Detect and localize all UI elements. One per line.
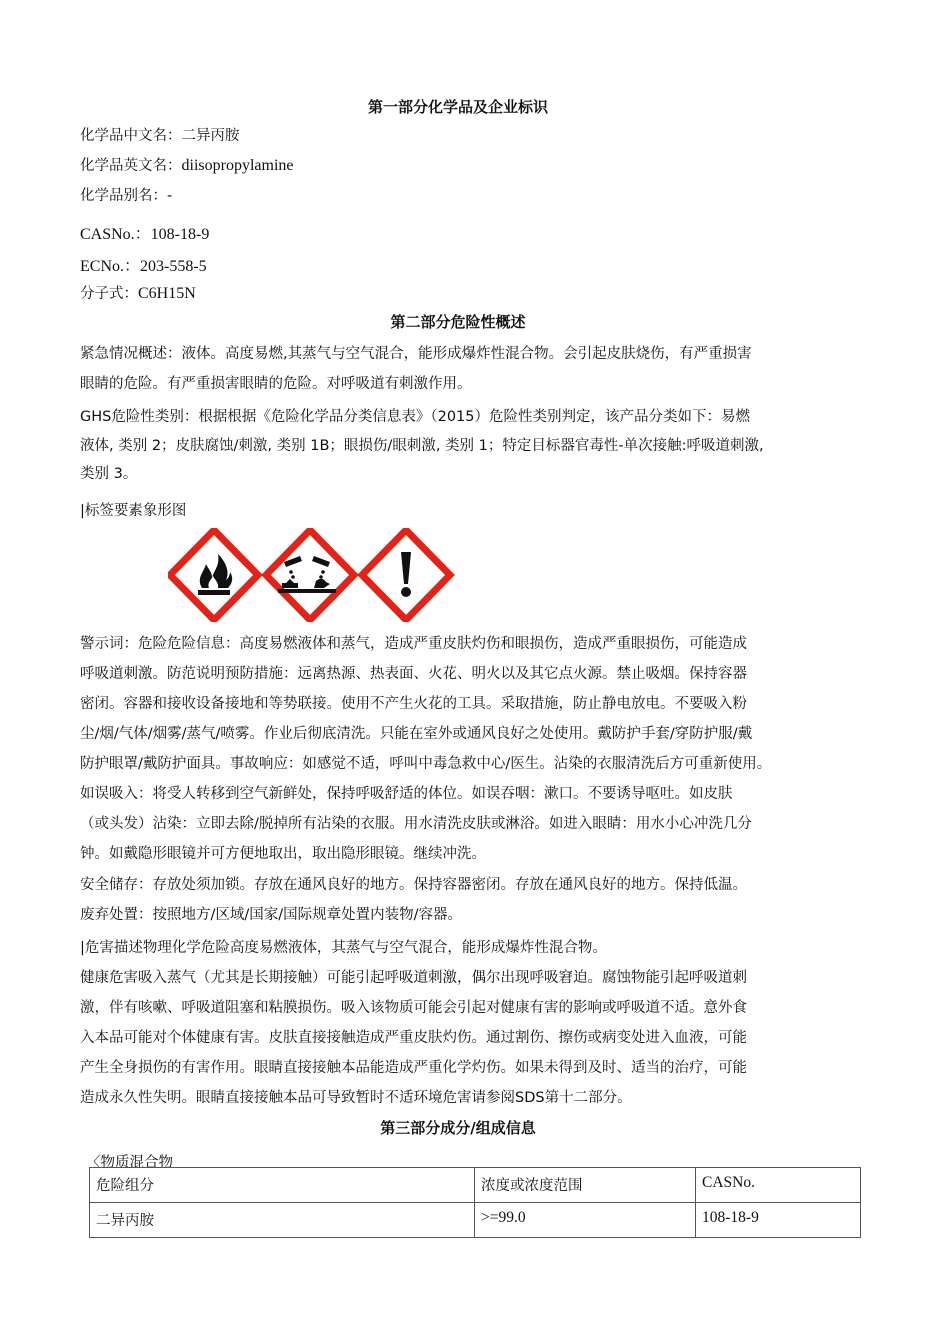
- chemical-name-en-value: diisopropylamine: [181, 157, 294, 174]
- hazard-line: 健康危害吸入蒸气（尤其是长期接触）可能引起呼吸道刺激，偶尔出现呼吸窘迫。腐蚀物能引起呼吸道刺: [80, 970, 747, 986]
- chemical-name-cn: 化学品中文名：二异丙胺: [80, 128, 240, 144]
- hazard-line: 激，伴有咳嗽、呼吸道阻塞和粘膜损伤。吸入该物质可能会引起对健康有害的影响或呼吸道不适。意外食: [80, 1000, 747, 1016]
- precaution-line: 呼吸道刺激。防范说明预防措施：远离热源、热表面、火花、明火以及其它点火源。禁止吸烟。保持容器: [80, 666, 747, 682]
- hazard-line: 造成永久性失明。眼睛直接接触本品可导致暂时不适环境危害请参阅SDS第十二部分。: [80, 1090, 632, 1106]
- hazard-line: 产生全身损伤的有害作用。眼睛直接接触本品能造成严重化学灼伤。如果未得到及时、适当的治疗，可能: [80, 1060, 747, 1076]
- hazard-line: |危害描述物理化学危险高度易燃液体，其蒸气与空气混合，能形成爆炸性混合物。: [80, 940, 607, 956]
- cell-concentration: >=99.0: [475, 1203, 696, 1238]
- emergency-line: 紧急情况概述：液体。高度易燃,其蒸气与空气混合，能形成爆炸性混合物。会引起皮肤烧伤，有严重损害: [80, 346, 752, 362]
- ghs-line: 液体, 类别 2；皮肤腐蚀/刺激, 类别 1B；眼损伤/眼刺激, 类别 1；特定目标器官毒性-单次接触:呼吸道刺激,: [80, 438, 764, 454]
- table-row: [90, 1203, 861, 1238]
- molecular-formula-value: C6H15N: [138, 285, 196, 302]
- header-cell-component: 危险组分: [90, 1168, 475, 1203]
- ghs-pictograms: [168, 528, 458, 622]
- section2-title: 第二部分危险性概述: [390, 313, 526, 331]
- cas-number: CASNo.：108-18-9: [80, 226, 210, 243]
- hazard-line: 入本品可能对个体健康有害。皮肤直接接触造成严重皮肤灼伤。通过割伤、擦伤或病变处进入血液，可能: [80, 1030, 747, 1046]
- storage-line: 安全储存：存放处须加锁。存放在通风良好的地方。保持容器密闭。存放在通风良好的地方。保持低温。: [80, 877, 747, 893]
- molecular-formula: [80, 282, 196, 303]
- emergency-line: 眼睛的危险。有严重损害眼睛的危险。对呼吸道有刺激作用。: [80, 376, 472, 392]
- exclamation-pictogram-icon: [362, 530, 450, 620]
- molecular-formula-label: 分子式：: [80, 286, 138, 302]
- cell-component: 二异丙胺: [90, 1203, 475, 1238]
- table-header-row: [90, 1168, 861, 1203]
- composition-table: [89, 1167, 861, 1238]
- precaution-line: （或头发）沾染：立即去除/脱掉所有沾染的衣服。用水清洗皮肤或淋浴。如进入眼睛：用水小心冲洗几分: [80, 816, 752, 832]
- precaution-line: 如误吸入：将受人转移到空气新鲜处，保持呼吸舒适的体位。如误吞咽：漱口。不要诱导呕吐。如皮肤: [80, 786, 733, 802]
- ghs-line: GHS危险性类别：根据根据《危险化学品分类信息表》（2015）危险性类别判定，该产品分类如下：易燃: [80, 409, 750, 425]
- label-elements-heading: |标签要素象形图: [80, 503, 187, 519]
- precaution-line: 尘/烟/气体/烟雾/蒸气/喷雾。作业后彻底清洗。只能在室外或通风良好之处使用。戴防护手套/穿防护服/戴: [80, 726, 753, 742]
- corrosion-pictogram-icon: [266, 530, 354, 620]
- substance-type: 〈物质混合物: [86, 1155, 173, 1171]
- header-cell-concentration: 浓度或浓度范围: [475, 1168, 696, 1203]
- chemical-alias: 化学品别名：-: [80, 188, 173, 204]
- header-cell-cas: CASNo.: [696, 1168, 861, 1203]
- ec-number: ECNo.：203-558-5: [80, 258, 207, 275]
- cell-cas: 108-18-9: [696, 1203, 861, 1238]
- section3-title: 第三部分成分/组成信息: [380, 1119, 536, 1137]
- chemical-name-en-label: 化学品英文名：: [80, 158, 182, 174]
- flame-pictogram-icon: [170, 530, 258, 620]
- ghs-line: 类别 3。: [80, 466, 138, 482]
- section1-title: 第一部分化学品及企业标识: [367, 98, 548, 116]
- precaution-line: 防护眼罩/戴防护面具。事故响应：如感觉不适，呼叫中毒急救中心/医生。沾染的衣服清洗后方可重新使用。: [80, 756, 772, 772]
- chemical-name-en: [80, 154, 293, 175]
- disposal-line: 废弃处置：按照地方/区域/国家/国际规章处置内装物/容器。: [80, 907, 463, 923]
- pictogram-row: [168, 528, 458, 622]
- precaution-line: 钟。如戴隐形眼镜并可方便地取出，取出隐形眼镜。继续冲洗。: [80, 846, 486, 862]
- precaution-line: 密闭。容器和接收设备接地和等势联接。使用不产生火花的工具。采取措施，防止静电放电。不要吸入粉: [80, 696, 747, 712]
- precaution-line: 警示词：危险危险信息：高度易燃液体和蒸气，造成严重皮肤灼伤和眼损伤，造成严重眼损伤，可能造成: [80, 636, 747, 652]
